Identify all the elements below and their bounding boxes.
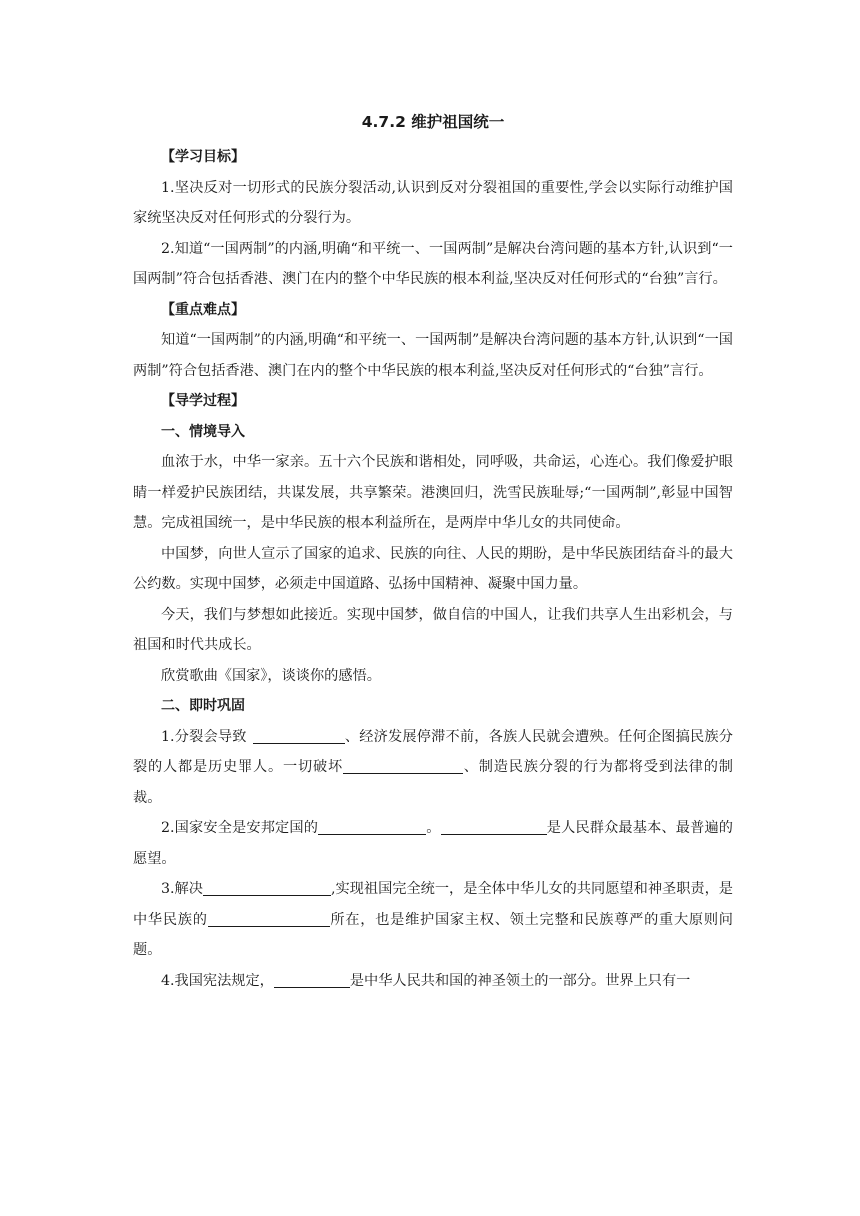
intro-paragraph: 今天，我们与梦想如此接近。实现中国梦，做自信的中国人，让我们共享人生出彩机会，与祖国和时代共成长。 <box>133 606 733 653</box>
question-3 <box>133 874 733 966</box>
document-body <box>133 104 733 996</box>
question-1 <box>133 722 733 814</box>
objective-item: 2.知道“一国两制”的内涵,明确“和平统一、一国两制”是解决台湾问题的基本方针,认识到“一国两制”符合包括香港、澳门在内的整个中华民族的根本利益,坚决反对任何形式的“台独”言行。 <box>133 240 733 287</box>
question-text: 4.我国宪法规定， <box>161 972 274 989</box>
question-text: ,实现祖国完全统一，是全体中华儿女的共同愿望和神圣职责，是中华民族的 <box>133 881 733 928</box>
question-text: 、经济发展停滞不前，各族人民就会遭殃。任何企图搞民族分裂的人都是历史罪人。一切破坏 <box>133 728 733 775</box>
question-text: 2.国家安全是安邦定国的 <box>161 820 319 836</box>
objective-item: 1.坚决反对一切形式的民族分裂活动,认识到反对分裂祖国的重要性,学会以实际行动维护国家统坚决反对任何形式的分裂行为。 <box>133 179 733 226</box>
intro-paragraph: 血浓于水，中华一家亲。五十六个民族和谐相处，同呼吸，共命运，心连心。我们像爱护眼睛一样爱护民族团结，共谋发展，共享繁荣。港澳回归，洗雪民族耻辱;“一国两制”,彰显中国智慧。完成祖国统一，是中华民族的根本利益所在，是两岸中华儿女的共同使命。 <box>133 454 733 531</box>
answer-blank[interactable] <box>203 879 331 896</box>
page-title: 4.7.2 维护祖国统一 <box>361 113 505 131</box>
intro-paragraph: 中国梦，向世人宣示了国家的追求、民族的向往、人民的期盼，是中华民族团结奋斗的最大公约数。实现中国梦，必须走中国道路、弘扬中国精神、凝聚中国力量。 <box>133 545 733 592</box>
answer-blank[interactable] <box>253 727 345 744</box>
key-points-text: 知道“一国两制”的内涵,明确“和平统一、一国两制”是解决台湾问题的基本方针,认识到“一国两制”符合包括香港、澳门在内的整个中华民族的根本利益,坚决反对任何形式的“台独”言行。 <box>133 332 733 379</box>
answer-blank[interactable] <box>343 757 463 774</box>
question-text: 是中华人民共和国的神圣领土的一部分。世界上只有一 <box>349 972 691 989</box>
section-heading-intro: 一、情境导入 <box>161 423 245 440</box>
process-heading: 【导学过程】 <box>161 393 245 409</box>
objectives-heading: 【学习目标】 <box>161 149 245 165</box>
question-text: 。 <box>426 820 441 836</box>
question-text: 1.分裂会导致 <box>161 728 247 745</box>
key-points-heading: 【重点难点】 <box>161 301 245 318</box>
question-text: 是人民群众最基本、最普遍的愿望。 <box>133 820 733 867</box>
question-2 <box>133 813 733 874</box>
answer-blank[interactable] <box>441 818 547 835</box>
section-heading-practice: 二、即时巩固 <box>161 698 245 714</box>
intro-paragraph: 欣赏歌曲《国家》，谈谈你的感悟。 <box>161 667 381 684</box>
question-text: 所在，也是维护国家主权、领土完整和民族尊严的重大原则问题。 <box>133 911 733 958</box>
answer-blank[interactable] <box>274 971 350 988</box>
answer-blank[interactable] <box>318 818 426 835</box>
answer-blank[interactable] <box>208 910 330 927</box>
question-4 <box>133 966 733 997</box>
question-text: 3.解决 <box>161 881 203 897</box>
question-text: 、制造民族分裂的行为都将受到法律的制裁。 <box>133 759 733 806</box>
